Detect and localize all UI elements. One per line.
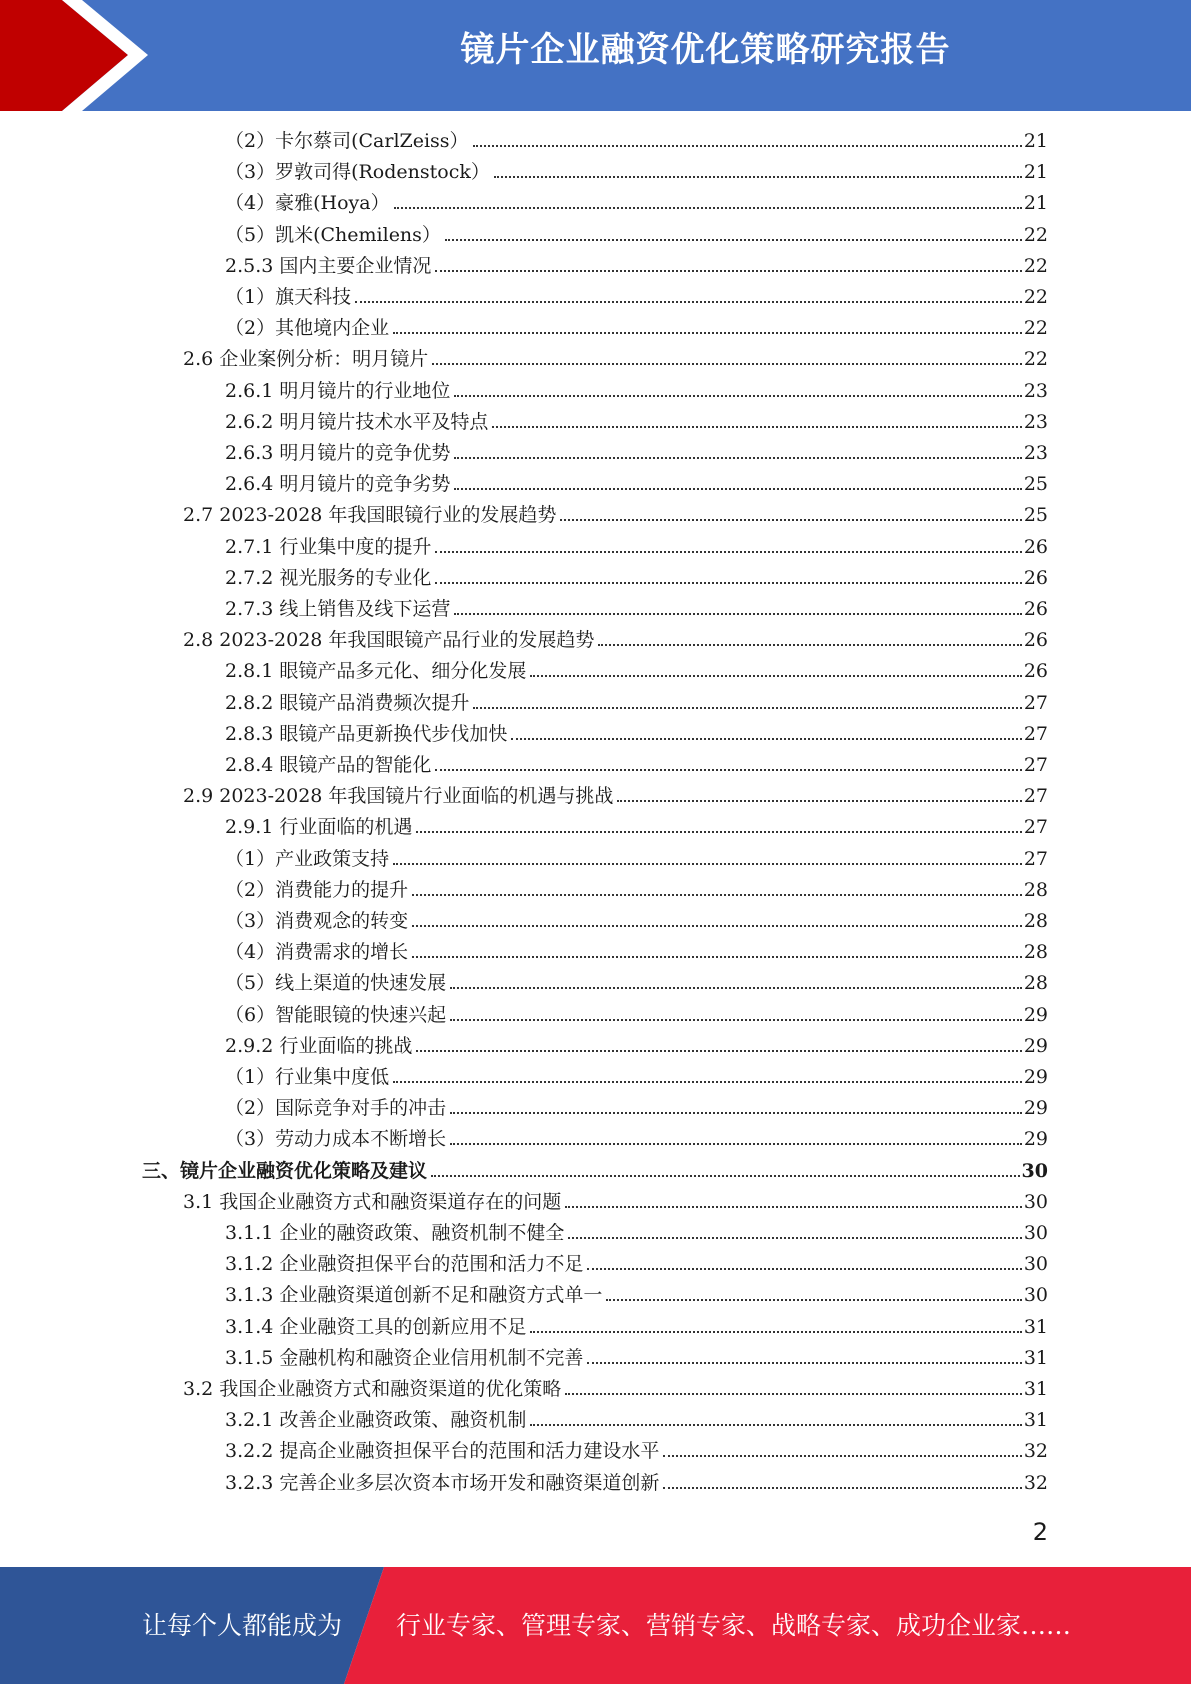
- toc-entry-label: 2.7 2023-2028 年我国眼镜行业的发展趋势: [183, 504, 557, 527]
- toc-dot-leader: [454, 613, 1021, 615]
- toc-entry[interactable]: [225, 533, 1048, 561]
- toc-entry-label: 2.9 2023-2028 年我国镜片行业面临的机遇与挑战: [183, 785, 614, 808]
- toc-entry[interactable]: [225, 221, 1048, 249]
- toc-entry-label: 2.8.4 眼镜产品的智能化: [225, 754, 432, 776]
- toc-entry[interactable]: [225, 314, 1048, 342]
- toc-entry-label: （3）消费观念的转变: [225, 910, 409, 932]
- toc-entry[interactable]: [225, 907, 1048, 935]
- toc-entry[interactable]: [225, 1344, 1048, 1372]
- toc-entry[interactable]: [225, 1094, 1048, 1122]
- footer-banner: [0, 1567, 1191, 1684]
- toc-entry[interactable]: [225, 845, 1048, 873]
- toc-dot-leader: [530, 675, 1021, 677]
- toc-dot-leader: [494, 176, 1022, 178]
- toc-entry-page: 31: [1023, 1378, 1048, 1400]
- toc-entry[interactable]: [225, 1406, 1048, 1434]
- toc-entry-page: 27: [1023, 816, 1048, 839]
- toc-entry-page: 22: [1023, 286, 1048, 308]
- toc-entry[interactable]: [225, 564, 1048, 592]
- toc-entry-label: （3）罗敦司得(Rodenstock）: [225, 161, 490, 184]
- toc-entry-page: 28: [1023, 910, 1048, 932]
- toc-entry-label: （4）消费需求的增长: [225, 941, 409, 964]
- toc-entry-label: （5）线上渠道的快速发展: [225, 972, 447, 995]
- toc-entry-page: 31: [1023, 1409, 1048, 1432]
- toc-entry[interactable]: [225, 751, 1048, 779]
- toc-entry-page: 31: [1023, 1346, 1048, 1369]
- toc-entry-label: 3.1.5 金融机构和融资企业信用机制不完善: [225, 1346, 584, 1369]
- toc-entry[interactable]: [225, 252, 1048, 280]
- red-chevron-logo: [0, 0, 160, 111]
- toc-entry-page: 25: [1023, 504, 1048, 527]
- toc-entry-page: 25: [1023, 473, 1048, 496]
- toc-entry-label: （2）卡尔蔡司(CarlZeiss）: [225, 130, 469, 152]
- toc-entry[interactable]: [225, 439, 1048, 467]
- toc-dot-leader: [393, 332, 1022, 334]
- toc-entry-label: 3.1 我国企业融资方式和融资渠道存在的问题: [183, 1190, 562, 1213]
- toc-dot-leader: [435, 551, 1021, 553]
- toc-entry-label: 2.7.2 视光服务的专业化: [225, 566, 432, 589]
- toc-entry-page: 30: [1023, 1284, 1048, 1307]
- toc-dot-leader: [435, 270, 1021, 272]
- toc-entry-label: 2.9.2 行业面临的挑战: [225, 1034, 413, 1057]
- toc-entry-page: 27: [1023, 847, 1048, 870]
- toc-entry-label: 2.7.1 行业集中度的提升: [225, 535, 432, 558]
- toc-entry-label: 2.6.1 明月镜片的行业地位: [225, 379, 451, 402]
- toc-entry[interactable]: [225, 969, 1048, 997]
- toc-entry-label: 3.2.1 改善企业融资政策、融资机制: [225, 1409, 527, 1432]
- toc-entry[interactable]: [183, 1375, 1048, 1403]
- toc-dot-leader: [565, 1393, 1022, 1395]
- toc-entry-page: 30: [1023, 1190, 1048, 1213]
- footer-slogan-right: 行业专家、管理专家、营销专家、战略专家、成功企业家……: [396, 1611, 1072, 1640]
- toc-entry-page: 28: [1023, 878, 1048, 901]
- toc-entry-page: 30: [1023, 1222, 1048, 1244]
- toc-entry[interactable]: [225, 1281, 1048, 1309]
- toc-entry[interactable]: [142, 1157, 1048, 1185]
- toc-dot-leader: [450, 1112, 1022, 1114]
- toc-entry[interactable]: [183, 782, 1048, 810]
- toc-entry-page: 32: [1023, 1471, 1048, 1494]
- toc-entry-page: 29: [1023, 1128, 1048, 1151]
- toc-entry-page: 22: [1023, 317, 1048, 340]
- toc-entry[interactable]: [225, 1250, 1048, 1278]
- toc-dot-leader: [412, 925, 1022, 927]
- toc-dot-leader: [412, 956, 1022, 958]
- toc-entry[interactable]: [183, 1188, 1048, 1216]
- toc-dot-leader: [530, 1331, 1021, 1333]
- toc-entry-page: 28: [1023, 941, 1048, 964]
- toc-dot-leader: [450, 987, 1022, 989]
- toc-entry[interactable]: [225, 1437, 1048, 1465]
- toc-dot-leader: [511, 738, 1021, 740]
- toc-entry-label: 3.2.3 完善企业多层次资本市场开发和融资渠道创新: [225, 1471, 660, 1494]
- toc-entry-page: 27: [1023, 754, 1048, 776]
- toc-dot-leader: [587, 1268, 1021, 1270]
- toc-dot-leader: [473, 707, 1021, 709]
- toc-entry-page: 26: [1023, 598, 1048, 620]
- toc-entry-label: 2.8.1 眼镜产品多元化、细分化发展: [225, 660, 527, 683]
- toc-entry-page: 29: [1023, 1097, 1048, 1120]
- toc-entry-label: （2）消费能力的提升: [225, 878, 409, 901]
- toc-entry[interactable]: [225, 689, 1048, 717]
- toc-entry[interactable]: [225, 127, 1048, 155]
- toc-dot-leader: [598, 644, 1021, 646]
- toc-entry-label: 3.2 我国企业融资方式和融资渠道的优化策略: [183, 1378, 562, 1400]
- toc-dot-leader: [473, 145, 1022, 147]
- toc-entry-page: 22: [1023, 348, 1048, 371]
- toc-entry-page: 22: [1023, 223, 1048, 246]
- toc-entry-page: 27: [1023, 785, 1048, 808]
- toc-dot-leader: [393, 863, 1022, 865]
- toc-entry-page: 23: [1023, 379, 1048, 402]
- toc-entry[interactable]: [225, 1469, 1048, 1497]
- toc-entry[interactable]: [225, 813, 1048, 841]
- toc-entry-label: （1）产业政策支持: [225, 847, 390, 870]
- toc-entry-page: 26: [1023, 660, 1048, 683]
- toc-entry[interactable]: [225, 595, 1048, 623]
- toc-entry-label: （4）豪雅(Hoya）: [225, 192, 390, 215]
- toc-entry-page: 26: [1023, 629, 1048, 652]
- toc-entry-page: 32: [1023, 1440, 1048, 1463]
- toc-entry-label: 2.5.3 国内主要企业情况: [225, 254, 432, 277]
- toc-entry-page: 21: [1023, 192, 1048, 215]
- toc-entry-label: 2.8.3 眼镜产品更新换代步伐加快: [225, 722, 508, 745]
- toc-entry[interactable]: [225, 657, 1048, 685]
- toc-entry-page: 21: [1023, 161, 1048, 184]
- toc-entry-label: （2）国际竞争对手的冲击: [225, 1097, 447, 1120]
- toc-entry[interactable]: [183, 345, 1048, 373]
- toc-dot-leader: [435, 769, 1021, 771]
- toc-entry[interactable]: [225, 283, 1048, 311]
- toc-dot-leader: [587, 1362, 1021, 1364]
- toc-entry-label: 2.9.1 行业面临的机遇: [225, 816, 413, 839]
- toc-entry-label: （3）劳动力成本不断增长: [225, 1128, 447, 1151]
- toc-entry-page: 30: [1023, 1253, 1048, 1276]
- toc-entry-label: （1）旗天科技: [225, 286, 352, 308]
- toc-entry-label: （6）智能眼镜的快速兴起: [225, 1003, 447, 1026]
- toc-entry[interactable]: [183, 626, 1048, 654]
- toc-entry-page: 29: [1023, 1066, 1048, 1088]
- toc-entry-page: 28: [1023, 972, 1048, 995]
- toc-entry-label: 3.2.2 提高企业融资担保平台的范围和活力建设水平: [225, 1440, 660, 1463]
- toc-entry-page: 31: [1023, 1315, 1048, 1338]
- toc-entry-page: 27: [1023, 691, 1048, 714]
- toc-entry-label: 3.1.4 企业融资工具的创新应用不足: [225, 1315, 527, 1338]
- toc-entry[interactable]: [225, 189, 1048, 217]
- toc-dot-leader: [568, 1237, 1021, 1239]
- toc-dot-leader: [617, 800, 1021, 802]
- toc-entry-page: 23: [1023, 442, 1048, 464]
- toc-entry-label: 2.6.2 明月镜片技术水平及特点: [225, 410, 489, 433]
- toc-dot-leader: [450, 1019, 1022, 1021]
- toc-entry-label: 三、镜片企业融资优化策略及建议: [142, 1159, 428, 1182]
- toc-entry-page: 29: [1023, 1034, 1048, 1057]
- toc-entry-label: 2.8.2 眼镜产品消费频次提升: [225, 691, 470, 714]
- toc-entry-page: 21: [1023, 130, 1048, 152]
- toc-entry[interactable]: [225, 158, 1048, 186]
- toc-entry-label: 3.1.3 企业融资渠道创新不足和融资方式单一: [225, 1284, 603, 1307]
- toc-entry-page: 27: [1023, 722, 1048, 745]
- toc-entry-label: 3.1.1 企业的融资政策、融资机制不健全: [225, 1222, 565, 1244]
- toc-entry-page: 29: [1023, 1003, 1048, 1026]
- toc-entry-label: （1）行业集中度低: [225, 1066, 390, 1088]
- toc-entry[interactable]: [225, 720, 1048, 748]
- toc-dot-leader: [492, 426, 1021, 428]
- footer-slogan-left: 让每个人都能成为: [142, 1611, 343, 1640]
- toc-entry[interactable]: [225, 1313, 1048, 1341]
- toc-entry-label: 2.6.4 明月镜片的竞争劣势: [225, 473, 451, 496]
- toc-entry[interactable]: [183, 501, 1048, 529]
- toc-entry-label: 2.6 企业案例分析：明月镜片: [183, 348, 429, 371]
- toc-dot-leader: [432, 363, 1022, 365]
- page-number: 2: [1032, 1518, 1048, 1546]
- toc-dot-leader: [412, 894, 1022, 896]
- toc-entry-page: 22: [1023, 254, 1048, 277]
- toc-dot-leader: [355, 301, 1022, 303]
- toc-entry-page: 23: [1023, 410, 1048, 433]
- toc-entry-label: （5）凯米(Chemilens）: [225, 223, 441, 246]
- toc-entry[interactable]: [225, 876, 1048, 904]
- toc-dot-leader: [606, 1299, 1021, 1301]
- toc-dot-leader: [431, 1175, 1020, 1177]
- toc-dot-leader: [450, 1143, 1022, 1145]
- toc-entry[interactable]: [225, 470, 1048, 498]
- toc-dot-leader: [663, 1487, 1021, 1489]
- toc-entry-label: 2.8 2023-2028 年我国眼镜产品行业的发展趋势: [183, 629, 595, 652]
- toc-entry[interactable]: [225, 1219, 1048, 1247]
- toc-entry[interactable]: [225, 1001, 1048, 1029]
- toc-dot-leader: [416, 1050, 1021, 1052]
- toc-dot-leader: [393, 1081, 1022, 1083]
- report-header: [0, 0, 1191, 111]
- toc-entry[interactable]: [225, 1032, 1048, 1060]
- toc-dot-leader: [560, 519, 1021, 521]
- toc-dot-leader: [454, 488, 1021, 490]
- toc-dot-leader: [435, 582, 1021, 584]
- toc-dot-leader: [454, 395, 1021, 397]
- report-title: 镜片企业融资优化策略研究报告: [460, 30, 951, 70]
- toc-dot-leader: [530, 1424, 1021, 1426]
- toc-dot-leader: [565, 1206, 1022, 1208]
- toc-dot-leader: [445, 239, 1022, 241]
- toc-entry[interactable]: [225, 408, 1048, 436]
- toc-entry-label: （2）其他境内企业: [225, 317, 390, 340]
- toc-entry-page: 26: [1023, 535, 1048, 558]
- toc-entry[interactable]: [225, 938, 1048, 966]
- toc-entry-page: 26: [1023, 566, 1048, 589]
- toc-entry-page: 30: [1021, 1159, 1048, 1182]
- toc-entry-label: 2.7.3 线上销售及线下运营: [225, 598, 451, 620]
- toc-dot-leader: [394, 207, 1022, 209]
- toc-entry-label: 2.6.3 明月镜片的竞争优势: [225, 442, 451, 464]
- toc-entry[interactable]: [225, 1125, 1048, 1153]
- toc-entry[interactable]: [225, 1063, 1048, 1091]
- toc-entry-label: 3.1.2 企业融资担保平台的范围和活力不足: [225, 1253, 584, 1276]
- toc-dot-leader: [663, 1455, 1021, 1457]
- toc-entry[interactable]: [225, 377, 1048, 405]
- toc-dot-leader: [416, 831, 1021, 833]
- toc-dot-leader: [454, 457, 1021, 459]
